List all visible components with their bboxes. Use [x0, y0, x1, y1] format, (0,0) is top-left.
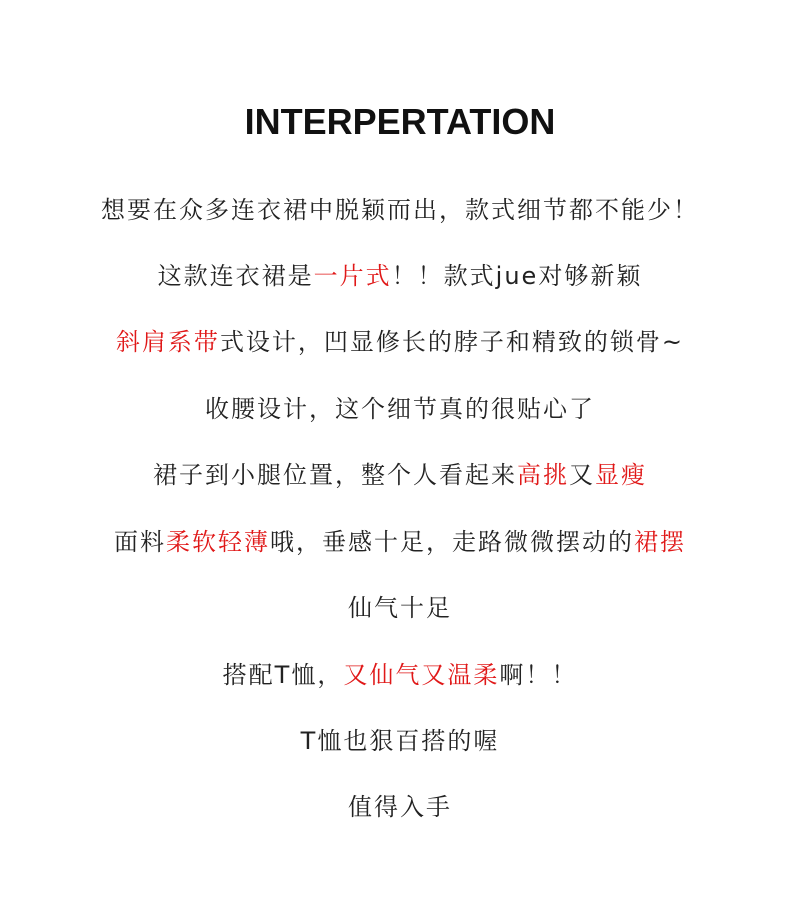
text-segment: 又: [569, 461, 595, 489]
text-line-4: [0, 391, 800, 427]
text-line-6: [0, 524, 800, 560]
text-line-3: [0, 324, 800, 360]
highlight-segment: 裙摆: [634, 528, 686, 556]
text-segment: 面料: [114, 528, 166, 556]
text-segment: 式设计，凹显修长的脖子和精致的锁骨~: [219, 328, 685, 356]
highlight-segment: 斜肩系带: [115, 328, 220, 356]
text-segment: T恤也狠百搭的喔: [300, 727, 500, 755]
text-line-7: [0, 590, 800, 626]
highlight-segment: 一片式: [313, 262, 392, 290]
text-segment: 收腰设计，这个细节真的很贴心了: [205, 395, 595, 423]
text-segment: 仙气十足: [348, 594, 452, 622]
text-segment: 裙子到小腿位置，整个人看起来: [153, 461, 517, 489]
text-line-9: [0, 723, 800, 759]
text-segment: 搭配T恤，: [222, 661, 344, 689]
highlight-segment: 显瘦: [595, 461, 647, 489]
text-line-2: [0, 258, 800, 294]
page-title: INTERPERTATION: [244, 101, 556, 142]
text-line-8: [0, 657, 800, 693]
text-line-10: [0, 789, 800, 825]
highlight-segment: 又仙气又温柔: [343, 661, 500, 689]
text-line-1: [0, 192, 800, 228]
text-segment: 想要在众多连衣裙中脱颖而出，款式细节都不能少！: [101, 196, 699, 224]
text-segment: ！！款式jue对够新颖: [391, 262, 643, 290]
text-segment: 这款连衣裙是: [157, 262, 314, 290]
text-segment: 值得入手: [348, 793, 452, 821]
highlight-segment: 高挑: [517, 461, 569, 489]
text-segment: 啊！！: [499, 661, 578, 689]
text-segment: 哦，垂感十足，走路微微摆动的: [270, 528, 634, 556]
highlight-segment: 柔软轻薄: [166, 528, 270, 556]
text-line-5: [0, 457, 800, 493]
